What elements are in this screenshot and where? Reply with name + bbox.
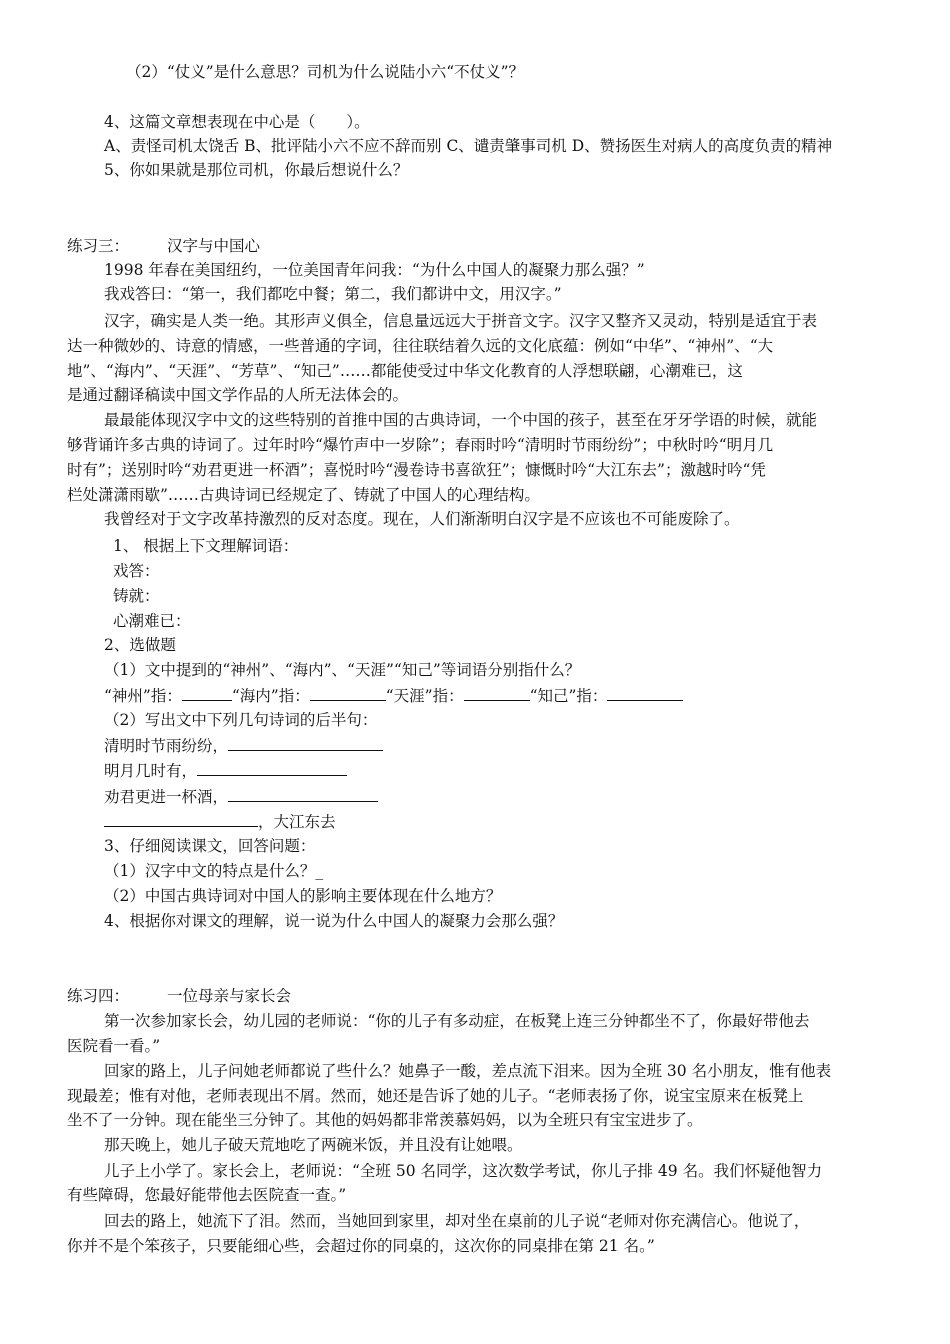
- ex3-question-2-1-answers: [104, 684, 683, 707]
- ex3-question-3-2: （2）中国古典诗词对中国人的影响主要体现在什么地方？: [104, 887, 502, 905]
- tianya-answer-field[interactable]: [464, 684, 530, 701]
- ex4-paragraph-1-line-2: 医院看一看。”: [67, 1037, 161, 1055]
- ex3-heading-title: 汉字与中国心: [167, 237, 261, 255]
- tianya-label: “天涯”指：: [385, 687, 464, 705]
- hainei-label: “海内”指：: [231, 687, 310, 705]
- zhiji-label: “知己”指：: [529, 687, 608, 705]
- ex3-question-4: 4、根据你对课文的理解，说一说为什么中国人的凝聚力会那么强？: [104, 912, 564, 930]
- ex4-paragraph-2-line-1: 回家的路上，儿子问她老师都说了些什么？她鼻子一酸，差点流下泪来。因为全班 30 名小朋友，惟有他表: [104, 1062, 832, 1080]
- ex2-question-3-2: （2）“仗义”是什么意思？司机为什么说陆小六“不仗义”？: [126, 63, 525, 81]
- ex4-paragraph-4-line-1: 儿子上小学了。家长会上，老师说：“全班 50 名同学，这次数学考试，你儿子排 49 名。我们怀疑他智力: [104, 1162, 823, 1180]
- poem-line-2-text: 明月几时有，: [104, 762, 198, 780]
- ex2-question-4: 4、这篇文章想表现在中心是（ ）。: [104, 113, 370, 131]
- ex3-question-1-word-2: 铸就：: [113, 587, 160, 605]
- poem-line-1: [104, 734, 383, 757]
- ex4-paragraph-3: 那天晚上，她儿子破天荒地吃了两碗米饭，并且没有让她喂。: [104, 1136, 523, 1154]
- ex4-paragraph-5-line-2: 你并不是个笨孩子，只要能细心些，会超过你的同桌的，这次你的同桌排在第 21 名。”: [67, 1237, 655, 1255]
- ex3-paragraph-5: 我曾经对于文字改革持激烈的反对态度。现在，人们渐渐明白汉字是不应该也不可能废除了。: [104, 510, 740, 528]
- ex3-paragraph-4-line-3: 时有”；送别时吟“劝君更进一杯酒”；喜悦时吟“漫卷诗书喜欲狂”；慷慨时吟“大江东去”；激越时吟“凭: [67, 461, 766, 479]
- ex3-paragraph-1: 1998 年春在美国纽约，一位美国青年问我：“为什么中国人的凝聚力那么强？”: [104, 261, 645, 279]
- ex3-paragraph-3-line-1: 汉字，确实是人类一绝。其形声义俱全，信息量远远大于拼音文字。汉字又整齐又灵动，特别是适宜于表: [104, 312, 818, 330]
- ex4-paragraph-4-line-2: 有些障碍，您最好能带他去医院查一查。”: [67, 1186, 347, 1204]
- ex3-question-3-1: （1）汉字中文的特点是什么？_: [104, 862, 324, 880]
- ex3-paragraph-2: 我戏答曰：“第一，我们都吃中餐；第二，我们都讲中文，用汉字。”: [104, 285, 562, 303]
- ex4-heading-title: 一位母亲与家长会: [167, 987, 292, 1005]
- shenzhou-answer-field[interactable]: [182, 684, 232, 701]
- ex2-question-4-options: A、责怪司机太饶舌 B、批评陆小六不应不辞而别 C、谴责肇事司机 D、赞扬医生对病人的高度负责的精神: [104, 137, 833, 155]
- ex3-question-2-1: （1）文中提到的“神州”、“海内”、“天涯”“知己”等词语分别指什么？: [104, 661, 581, 679]
- ex3-heading-label: 练习三：: [67, 237, 130, 255]
- poem-line-2-answer-field[interactable]: [197, 759, 347, 776]
- ex3-paragraph-3-line-2: 达一种微妙的、诗意的情感，一些普通的字词，往往联结着久远的文化底蕴：例如“中华”、“神州”、“大: [67, 337, 774, 355]
- ex3-paragraph-4-line-1: 最最能体现汉字中文的这些特别的首推中国的古典诗词，一个中国的孩子，甚至在牙牙学语的时候，就能: [104, 411, 818, 429]
- zhiji-answer-field[interactable]: [607, 684, 683, 701]
- ex3-paragraph-4-line-2: 够背诵许多古典的诗词了。过年时吟“爆竹声中一岁除”；春雨时吟“清明时节雨纷纷”；中秋时吟“明月几: [67, 436, 774, 454]
- ex3-paragraph-3-line-3: 地”、“海内”、“天涯”、“芳草”、“知己”……都能使受过中华文化教育的人浮想联翩，心潮难已，这: [67, 362, 743, 380]
- ex3-heading: [67, 235, 260, 257]
- ex3-paragraph-4-line-4: 栏处潇潇雨歇”……古典诗词已经规定了、铸就了中国人的心理结构。: [67, 486, 540, 504]
- ex3-question-2-2: （2）写出文中下列几句诗词的后半句：: [104, 711, 378, 729]
- poem-line-3-text: 劝君更进一杯酒，: [104, 788, 229, 806]
- ex3-question-1: 1、 根据上下文理解词语：: [113, 537, 299, 555]
- ex3-question-1-word-1: 戏答：: [113, 562, 160, 580]
- ex4-paragraph-1-line-1: 第一次参加家长会，幼儿园的老师说：“你的儿子有多动症，在板凳上连三分钟都坐不了，你最好带他去: [104, 1012, 810, 1030]
- ex2-question-5: 5、你如果就是那位司机，你最后想说什么？: [104, 161, 409, 179]
- poem-line-1-text: 清明时节雨纷纷，: [104, 737, 229, 755]
- poem-line-4-answer-field[interactable]: [104, 810, 258, 827]
- ex3-question-3: 3、仔细阅读课文，回答问题：: [104, 837, 316, 855]
- ex4-heading-label: 练习四：: [67, 987, 130, 1005]
- ex4-paragraph-2-line-2: 现最差；惟有对他，老师表现出不屑。然而，她还是告诉了她的儿子。“老师表扬了你，说宝宝原来在板凳上: [67, 1087, 804, 1105]
- ex3-question-1-word-3: 心潮难已：: [113, 612, 191, 630]
- poem-line-4: [104, 810, 336, 833]
- poem-line-2: [104, 759, 347, 782]
- poem-line-4-text: ，大江东去: [258, 813, 336, 831]
- ex3-paragraph-3-line-4: 是通过翻译稿读中国文学作品的人所无法体会的。: [67, 386, 409, 404]
- ex4-paragraph-5-line-1: 回去的路上，她流下了泪。然而，当她回到家里，却对坐在桌前的儿子说“老师对你充满信心。他说了，: [104, 1212, 810, 1230]
- ex4-heading: [67, 985, 291, 1007]
- ex4-paragraph-2-line-3: 坐不了一分钟。现在能坐三分钟了。其他的妈妈都非常羡慕妈妈，以为全班只有宝宝进步了。: [67, 1111, 703, 1129]
- hainei-answer-field[interactable]: [310, 684, 386, 701]
- poem-line-3: [104, 785, 378, 808]
- ex3-question-2: 2、选做题: [104, 636, 176, 654]
- poem-line-3-answer-field[interactable]: [228, 785, 378, 802]
- shenzhou-label: “神州”指：: [104, 687, 182, 705]
- poem-line-1-answer-field[interactable]: [228, 734, 383, 751]
